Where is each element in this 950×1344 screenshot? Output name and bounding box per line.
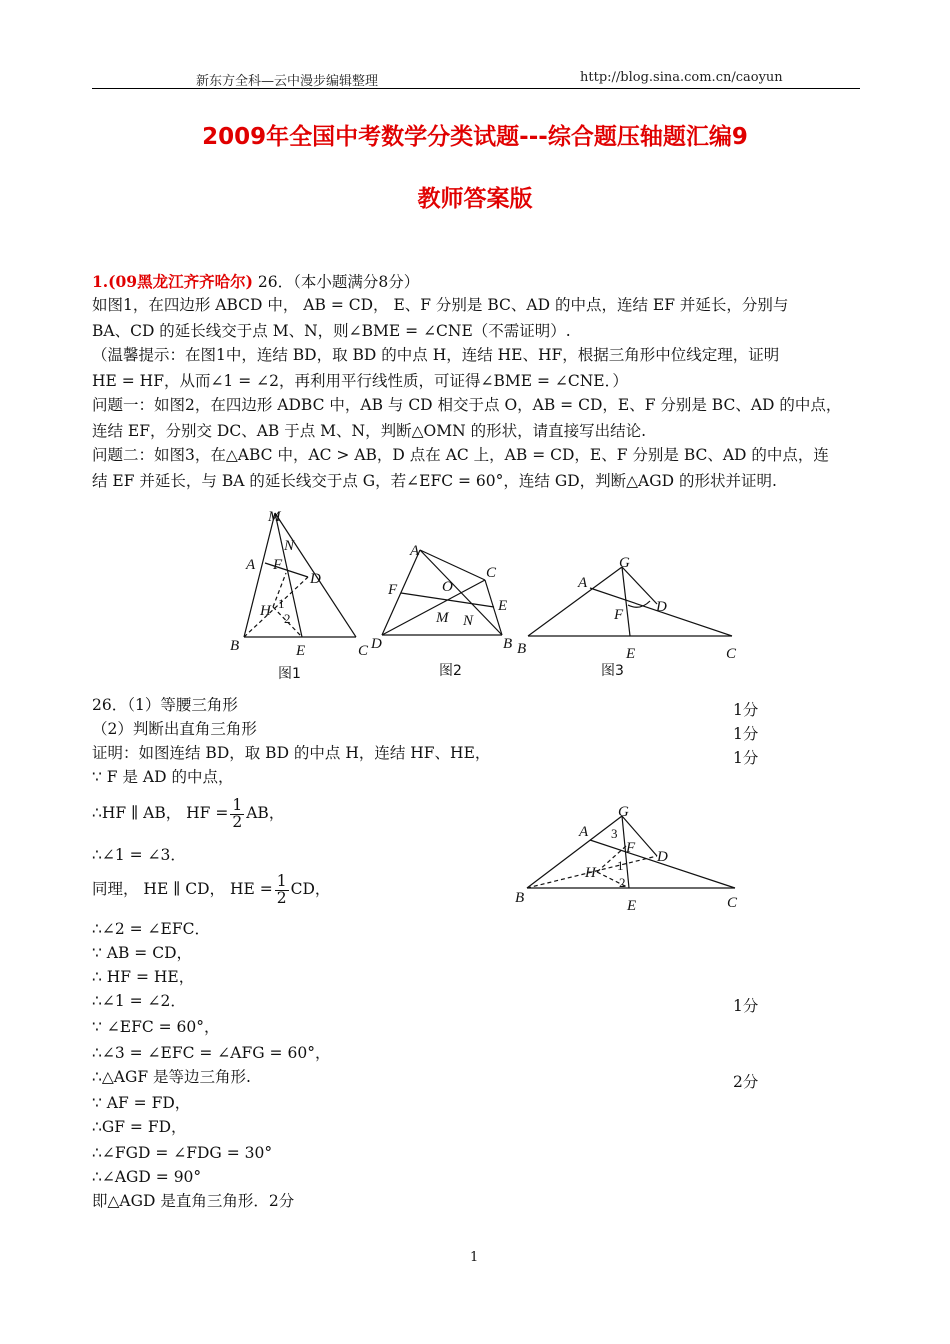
fig4-label-3: 3 [611,826,618,841]
fig2-label-M: M [436,610,449,626]
fig4-label-G: G [618,804,629,820]
figure-4 [505,800,755,920]
fig3-label-E: E [626,646,636,662]
answer-line-14: ∴△AGF 是等边三角形. [92,1068,251,1086]
fig4-label-F: F [626,840,636,856]
fig3-label-A: A [578,575,588,591]
fig1-label-2: 2 [284,611,291,626]
answer-line-5-lhs: ∴HF ∥ AB， HF = [92,804,229,823]
answer-line-7-rhs: CD， [290,880,331,899]
answer-line-8: ∴∠2 = ∠EFC． [92,920,210,938]
fig2-label-A: A [410,543,420,559]
fig1-label-C: C [358,643,369,659]
figure-3 [528,567,732,636]
answer-line-10: ∴ HF = HE， [92,968,195,986]
answer-line-6: ∴∠1 = ∠3． [92,846,186,864]
fig1-label-1: 1 [278,596,285,611]
fig1-label-B: B [230,638,240,654]
problem-line-7: 问题二：如图3，在△ABC 中，AC > AB，D 点在 AC 上，AB = CD，E、F 分别是 BC、AD 的中点，连 [92,446,829,464]
page-title: 2009年全国中考数学分类试题---综合题压轴题汇编9 [202,124,748,150]
fig3-label-D: D [656,599,667,615]
figures-row [220,505,760,690]
problem-line-3: （温馨提示：在图1中，连结 BD，取 BD 的中点 H，连结 HE、HF，根据三角形中位线定理，证明 [92,346,780,364]
problem-line-8: 结 EF 并延长，与 BA 的延长线交于点 G，若∠EFC = 60°，连结 GD，判断△AGD 的形状并证明. [92,472,777,490]
fraction-half [230,798,244,830]
answer-line-7 [92,874,330,906]
score-3: 1分 [733,749,759,767]
answer-line-5 [92,798,284,830]
fig2-label-C: C [486,565,497,581]
problem-intro-line [92,274,419,291]
fig4-label-E: E [627,898,637,914]
answer-line-9: ∵ AB = CD， [92,944,193,962]
fig4-label-2: 2 [619,875,626,890]
header-rule [92,88,860,89]
answer-line-1: 26．（1）等腰三角形 [92,696,238,714]
answer-line-5-rhs: AB， [246,804,285,823]
fig1-label-N: N [284,538,295,554]
problem-line-2: BA、CD 的延长线交于点 M、N，则∠BME = ∠CNE（不需证明）. [92,322,571,340]
fig1-label-D: D [310,571,321,587]
header-right: http://blog.sina.com.cn/caoyun [580,70,783,85]
answer-line-19: 即△AGD 是直角三角形．2分 [92,1192,295,1210]
answer-line-3: 证明：如图连结 BD，取 BD 的中点 H，连结 HF、HE， [92,744,491,762]
fig2-label-B: B [503,636,513,652]
score-4: 1分 [733,997,759,1015]
fig4-label-C: C [727,895,738,911]
header-left: 新东方全科—云中漫步编辑整理 [196,74,379,89]
answer-line-16: ∴GF = FD， [92,1118,187,1136]
fig4-label-B: B [515,890,525,906]
fraction-den-2: 2 [276,888,287,907]
fig3-caption: 图3 [601,663,624,679]
score-2: 1分 [733,725,759,743]
answer-line-2: （2）判断出直角三角形 [92,720,257,738]
fig1-caption: 图1 [278,666,301,682]
problem-line-6: 连结 EF，分别交 DC、AB 于点 M、N，判断△OMN 的形状，请直接写出结论. [92,422,646,440]
fraction-den: 2 [232,812,243,831]
answer-line-11: ∴∠1 = ∠2． [92,992,186,1010]
answer-line-15: ∵ AF = FD， [92,1094,191,1112]
answer-line-4: ∵ F 是 AD 的中点， [92,768,234,786]
problem-line-4: HE = HF，从而∠1 = ∠2，再利用平行线性质，可证得∠BME = ∠CNE．） [92,372,628,390]
answer-line-7-lhs: 同理， HE ∥ CD， HE = [92,880,273,899]
fig4-label-D: D [657,849,668,865]
fig4-label-1: 1 [617,858,624,873]
fig2-label-E: E [498,598,508,614]
problem-line-1: 如图1，在四边形 ABCD 中， AB = CD， E、F 分别是 BC、AD 的中点，连结 EF 并延长，分别与 [92,296,789,314]
fig1-label-M: M [268,509,281,525]
fig2-label-D: D [371,636,382,652]
fig1-label-H: H [260,603,271,619]
fig4-label-H: H [585,865,596,881]
problem-line-5: 问题一：如图2，在四边形 ADBC 中，AB 与 CD 相交于点 O，AB = CD，E、F 分别是 BC、AD 的中点， [92,396,842,414]
score-1: 1分 [733,701,759,719]
fig1-label-E: E [296,643,306,659]
page-subtitle: 教师答案版 [417,186,533,212]
fraction-num-2: 1 [276,872,287,890]
answer-line-12: ∵ ∠EFC = 60°， [92,1018,220,1036]
fig3-label-F: F [614,607,624,623]
fig1-label-F: F [273,557,283,573]
fig3-label-B: B [517,641,527,657]
fig2-caption: 图2 [439,663,462,679]
answer-line-18: ∴∠AGD = 90° [92,1168,202,1186]
fig3-label-C: C [726,646,737,662]
fig4-label-A: A [579,824,589,840]
fig2-label-F: F [388,582,398,598]
problem-intro: 26．（本小题满分8分） [257,273,420,291]
page-number: 1 [470,1250,479,1265]
fig2-label-N: N [463,613,474,629]
answer-line-13: ∴∠3 = ∠EFC = ∠AFG = 60°， [92,1044,331,1062]
answer-line-17: ∴∠FGD = ∠FDG = 30° [92,1144,273,1162]
fig1-label-A: A [246,557,256,573]
problem-source: 1.(09黑龙江齐齐哈尔) [92,272,253,291]
fraction-half-2 [275,874,289,906]
fig3-label-G: G [619,555,630,571]
score-5: 2分 [733,1073,759,1091]
fraction-num: 1 [232,796,243,814]
fig2-label-O: O [442,579,453,595]
